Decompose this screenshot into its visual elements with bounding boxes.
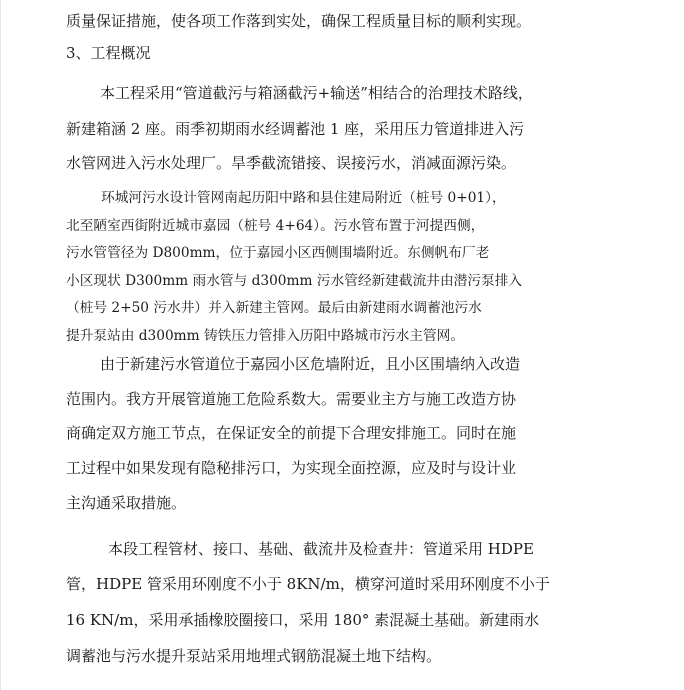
text-line: 水管网进入污水处理厂。旱季截流错接、误接污水，消减面源污染。 [66, 154, 517, 172]
page-edge [0, 0, 1, 690]
text-line: 污水管管径为 D800mm，位于嘉园小区西侧围墙附近。东侧帆布厂老 [66, 245, 490, 261]
text-line: 16 KN/m，采用承插橡胶圈接口，采用 180° 素混凝土基础。新建雨水 [66, 611, 540, 629]
text-line: 本段工程管材、接口、基础、截流井及检查井：管道采用 HDPE [108, 540, 534, 558]
section-heading: 3、工程概况 [66, 44, 151, 62]
text-line: 新建箱涵 2 座。雨季初期雨水经调蓄池 1 座，采用压力管道排进入污 [66, 120, 525, 138]
text-line: 质量保证措施，使各项工作落到实处，确保工程质量目标的顺利实现。 [66, 12, 532, 30]
text-line: 北至陋室西街附近城市嘉园（桩号 4+64）。污水管布置于河提西侧， [66, 218, 485, 234]
text-line: 提升泵站由 d300mm 铸铁压力管排入历阳中路城市污水主管网。 [66, 328, 465, 344]
text-line: 工过程中如果发现有隐秘排污口，为实现全面控源，应及时与设计业 [66, 459, 517, 477]
text-line: 环城河污水设计管网南起历阳中路和县住建局附近（桩号 0+01）， [101, 190, 506, 206]
text-line: 主沟通采取措施。 [66, 494, 187, 512]
text-line: 管，HDPE 管采用环刚度不小于 8KN/m，横穿河道时采用环刚度不小于 [66, 575, 550, 593]
text-line: 由于新建污水管道位于嘉园小区危墙附近，且小区围墙纳入改造 [100, 355, 521, 373]
text-line: （桩号 2+50 污水井）并入新建主管网。最后由新建雨水调蓄池污水 [66, 300, 482, 316]
text-line: 调蓄池与污水提升泵站采用地埋式钢筋混凝土地下结构。 [66, 647, 442, 665]
text-line: 本工程采用“管道截污与箱涵截污+输送”相结合的治理技术路线， [100, 84, 533, 102]
text-line: 商确定双方施工节点，在保证安全的前提下合理安排施工。同时在施 [66, 424, 517, 442]
text-line: 小区现状 D300mm 雨水管与 d300mm 污水管经新建截流井由潜污泵排入 [66, 273, 523, 289]
text-line: 范围内。我方开展管道施工危险系数大。需要业主方与施工改造方协 [66, 390, 517, 408]
